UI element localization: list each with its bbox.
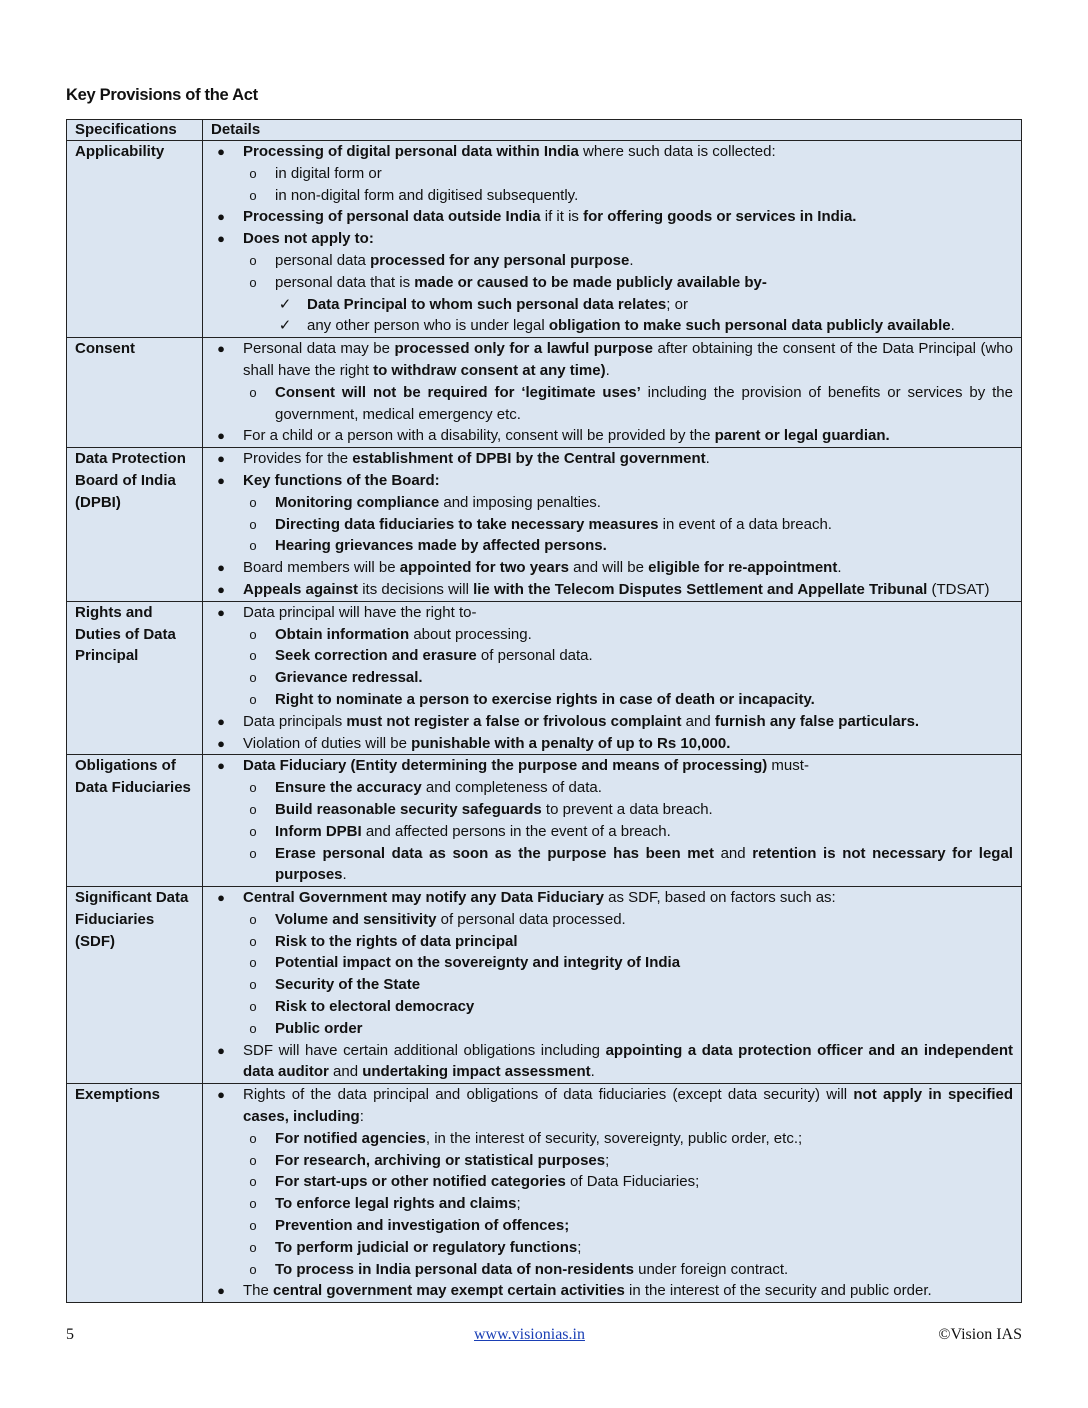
text: and completeness of data. [421, 779, 602, 797]
text: ; [577, 1238, 582, 1256]
bold-text: Public order [275, 1019, 363, 1037]
text: if it is [540, 208, 584, 226]
bold-text: furnish any false particulars. [714, 712, 920, 730]
bullet-icon: ● [217, 890, 225, 906]
table-row [67, 141, 1022, 338]
circle-bullet-icon: o [249, 780, 257, 796]
text: and [681, 712, 715, 730]
sub-bullet-item [211, 1237, 1013, 1259]
sub-bullet-item [211, 1128, 1013, 1150]
bullet-item [211, 1084, 1013, 1128]
text: including the provision of benefits or services by the government, medical emergency etc. [275, 383, 1013, 423]
bullet-item [211, 425, 1013, 447]
header-specifications: Specifications [67, 120, 203, 141]
spec-cell: Exemptions [67, 1084, 203, 1303]
text: where such data is collected: [578, 143, 776, 160]
text: Data principal will have the right to- [243, 603, 477, 621]
circle-bullet-icon: o [249, 977, 257, 993]
text: and affected persons in the event of a breach. [361, 822, 671, 840]
text: : [359, 1108, 364, 1126]
bullet-icon: ● [217, 560, 225, 576]
bold-text: central government may exempt certain activities [273, 1282, 625, 1300]
table-body [67, 141, 1022, 1303]
bold-text: to withdraw consent at any time) [373, 361, 606, 379]
bold-text: Build reasonable security safeguards [275, 800, 542, 818]
sub-bullet-item [211, 1150, 1013, 1172]
copyright-text: ©Vision IAS [938, 1326, 1022, 1343]
sub-bullet-item [211, 974, 1013, 996]
sub-bullet-item [211, 1193, 1013, 1215]
bold-text: To perform judicial or regulatory functions [275, 1238, 578, 1256]
sub-bullet-item [211, 821, 1013, 843]
bold-text: Does not apply to: [243, 230, 374, 248]
details-cell [203, 338, 1022, 448]
text: Provides for the [243, 450, 353, 468]
circle-bullet-icon: o [249, 1020, 257, 1036]
text: in the interest of the security and public order. [624, 1282, 932, 1300]
details-cell [203, 141, 1022, 338]
text: of Data Fiduciaries; [565, 1173, 700, 1191]
circle-bullet-icon: o [249, 691, 257, 707]
bullet-item [211, 1040, 1013, 1084]
bold-text: establishment of DPBI by the Central government [352, 450, 706, 468]
circle-bullet-icon: o [249, 516, 257, 532]
bold-text: Data Principal to whom such personal data relates [307, 295, 667, 313]
circle-bullet-icon: o [249, 538, 257, 554]
bold-text: Right to nominate a person to exercise rights in case of death or incapacity. [275, 690, 815, 708]
sub-bullet-item [211, 624, 1013, 646]
sub-bullet-item [211, 799, 1013, 821]
details-cell [203, 601, 1022, 755]
bold-text: Directing data fiduciaries to take necessary measures [275, 515, 659, 533]
text: and imposing penalties. [439, 493, 601, 511]
circle-bullet-icon: o [249, 1196, 257, 1212]
sub-bullet-item [211, 909, 1013, 931]
bullet-icon: ● [217, 428, 225, 444]
bold-text: parent or legal guardian. [714, 427, 890, 445]
details-cell [203, 1084, 1022, 1303]
bullet-item [211, 887, 1013, 909]
text: as SDF, based on factors such as: [603, 889, 836, 907]
sub-bullet-item [211, 514, 1013, 536]
spec-cell: Obligations of Data Fiduciaries [67, 755, 203, 887]
text: . [605, 361, 610, 379]
check-item [211, 294, 1013, 316]
bold-text: Processing of personal data outside India [243, 208, 541, 226]
bold-text: punishable with a penalty of up to Rs 10,000. [411, 734, 731, 752]
sub-bullet-item [211, 667, 1013, 689]
page-number: 5 [66, 1326, 74, 1343]
details-cell [203, 755, 1022, 887]
circle-bullet-icon: o [249, 274, 257, 290]
text: and [713, 844, 753, 862]
details-cell [203, 887, 1022, 1084]
details-cell [203, 448, 1022, 602]
text: and will be [568, 559, 649, 577]
text: any other person who is under legal [307, 317, 549, 335]
bold-text: For start-ups or other notified categories [275, 1173, 566, 1191]
bold-text: Volume and sensitivity [275, 910, 437, 928]
text: For a child or a person with a disability, consent will be provided by the [243, 427, 715, 445]
bold-text: processed for any personal purpose [370, 251, 630, 269]
circle-bullet-icon: o [249, 626, 257, 642]
sub-bullet-item [211, 952, 1013, 974]
bold-text: Consent will not be required for ‘legitimate uses’ [275, 383, 641, 401]
text: . [590, 1063, 595, 1081]
bold-text: not apply in specified cases, including [243, 1086, 1013, 1126]
bullet-item [211, 711, 1013, 733]
bullet-icon: ● [217, 1087, 225, 1103]
text: of personal data. [476, 647, 593, 665]
bold-text: appointing a data protection officer and an independent data auditor [243, 1041, 1013, 1081]
text: personal data [275, 251, 371, 269]
sub-bullet-item [211, 185, 1013, 207]
bold-text: Ensure the accuracy [275, 779, 422, 797]
text: in non-digital form and digitised subsequently. [275, 186, 579, 204]
circle-bullet-icon: o [249, 955, 257, 971]
section-heading: Key Provisions of the Act [66, 86, 258, 104]
bold-text: Data Fiduciary (Entity determining the purpose and means of processing) [243, 757, 768, 775]
bullet-item [211, 579, 1013, 601]
spec-cell: Applicability [67, 141, 203, 338]
text: in digital form or [275, 164, 382, 182]
sub-bullet-item [211, 163, 1013, 185]
bullet-icon: ● [217, 1042, 225, 1058]
text: ; [605, 1151, 610, 1169]
bullet-icon: ● [217, 581, 225, 597]
table-row [67, 448, 1022, 602]
text: (TDSAT) [927, 580, 990, 598]
table-row [67, 887, 1022, 1084]
text: . [950, 317, 955, 335]
spec-cell: Rights and Duties of Data Principal [67, 601, 203, 755]
table-row [67, 601, 1022, 755]
circle-bullet-icon: o [249, 1218, 257, 1234]
website-link[interactable]: www.visionias.in [474, 1326, 585, 1343]
bullet-icon: ● [217, 604, 225, 620]
bold-text: undertaking impact assessment [362, 1063, 591, 1081]
bold-text: Inform DPBI [275, 822, 362, 840]
bold-text: Risk to electoral democracy [275, 998, 475, 1016]
bold-text: Processing of digital personal data within India [243, 143, 579, 160]
bold-text: Appeals against [243, 580, 359, 598]
bold-text: retention is not necessary for legal purposes [275, 844, 1013, 884]
header-details: Details [203, 120, 1022, 141]
bold-text: For notified agencies [275, 1129, 426, 1147]
bold-text: Prevention and investigation of offences; [275, 1217, 570, 1235]
text: of personal data processed. [436, 910, 626, 928]
bold-text: Central Government may notify any Data Fiduciary [243, 889, 604, 907]
bold-text: obligation to make such personal data publicly available [548, 317, 951, 335]
table-row [67, 755, 1022, 887]
bold-text: appointed for two years [399, 559, 569, 577]
text: Board members will be [243, 559, 400, 577]
circle-bullet-icon: o [249, 187, 257, 203]
bullet-icon: ● [217, 231, 225, 247]
bullet-icon: ● [217, 209, 225, 225]
bullet-item [211, 206, 1013, 228]
sub-bullet-item [211, 250, 1013, 272]
circle-bullet-icon: o [249, 823, 257, 839]
circle-bullet-icon: o [249, 1174, 257, 1190]
spec-cell: Significant Data Fiduciaries (SDF) [67, 887, 203, 1084]
bullet-item [211, 1280, 1013, 1302]
bold-text: lie with the Telecom Disputes Settlement and Appellate Tribunal [473, 580, 928, 598]
bold-text: Monitoring compliance [275, 493, 440, 511]
sub-bullet-item [211, 272, 1013, 294]
bold-text: Key functions of the Board: [243, 471, 440, 489]
bullet-item [211, 602, 1013, 624]
circle-bullet-icon: o [249, 648, 257, 664]
bullet-icon: ● [217, 1283, 225, 1299]
bold-text: Grievance redressal. [275, 669, 423, 687]
bold-text: Security of the State [275, 976, 421, 994]
text: must- [767, 757, 809, 775]
sub-bullet-item [211, 382, 1013, 426]
bold-text: for offering goods or services in India. [583, 208, 857, 226]
bold-text: made or caused to be made publicly available by- [414, 273, 767, 291]
sub-bullet-item [211, 931, 1013, 953]
check-item [211, 315, 1013, 337]
text: to prevent a data breach. [541, 800, 713, 818]
sub-bullet-item [211, 689, 1013, 711]
bullet-item [211, 557, 1013, 579]
table-row [67, 1084, 1022, 1303]
bold-text: To enforce legal rights and claims [275, 1195, 517, 1213]
text: after obtaining the consent of the Data Principal (who shall have the right [243, 340, 1013, 379]
bullet-item [211, 228, 1013, 250]
bullet-item [211, 755, 1013, 777]
text: ; or [666, 295, 688, 313]
text: in event of a data breach. [658, 515, 832, 533]
text: Personal data may be [243, 340, 395, 358]
bold-text: Potential impact on the sovereignty and integrity of India [275, 954, 681, 972]
table-row [67, 338, 1022, 448]
provisions-table [66, 119, 1022, 1303]
text: , in the interest of security, sovereignty, public order, etc.; [425, 1129, 803, 1147]
sub-bullet-item [211, 645, 1013, 667]
circle-bullet-icon: o [249, 670, 257, 686]
sub-bullet-item [211, 996, 1013, 1018]
bullet-icon: ● [217, 758, 225, 774]
text: personal data that is [275, 273, 415, 291]
sub-bullet-item [211, 1171, 1013, 1193]
checkmark-icon: ✓ [278, 317, 292, 335]
spec-cell: Consent [67, 338, 203, 448]
text: under foreign contract. [633, 1260, 789, 1278]
bullet-item [211, 141, 1013, 163]
circle-bullet-icon: o [249, 933, 257, 949]
text: Violation of duties will be [243, 734, 412, 752]
bold-text: Hearing grievances made by affected persons. [275, 537, 607, 555]
text: and [328, 1063, 363, 1081]
sub-bullet-item [211, 777, 1013, 799]
circle-bullet-icon: o [249, 999, 257, 1015]
bullet-item [211, 470, 1013, 492]
text: Data principals [243, 712, 347, 730]
text: its decisions will [358, 580, 474, 598]
text: . [705, 450, 710, 468]
text: SDF will have certain additional obligations including [243, 1041, 606, 1059]
bold-text: eligible for re-appointment [648, 559, 838, 577]
sub-bullet-item [211, 492, 1013, 514]
bullet-item [211, 448, 1013, 470]
bold-text: For research, archiving or statistical purposes [275, 1151, 606, 1169]
circle-bullet-icon: o [249, 1130, 257, 1146]
bullet-icon: ● [217, 451, 225, 467]
circle-bullet-icon: o [249, 384, 257, 400]
bullet-icon: ● [217, 472, 225, 488]
circle-bullet-icon: o [249, 845, 257, 861]
bold-text: Obtain information [275, 625, 410, 643]
bullet-item [211, 338, 1013, 382]
text: The [243, 1282, 274, 1300]
bullet-icon: ● [217, 144, 225, 159]
circle-bullet-icon: o [249, 1261, 257, 1277]
spec-cell: Data Protection Board of India (DPBI) [67, 448, 203, 602]
bold-text: To process in India personal data of non-residents [275, 1260, 634, 1278]
sub-bullet-item [211, 843, 1013, 887]
bullet-item [211, 733, 1013, 755]
sub-bullet-item [211, 1259, 1013, 1281]
bullet-icon: ● [217, 713, 225, 729]
text: Rights of the data principal and obligations of data fiduciaries (except data security) will [243, 1086, 854, 1104]
bullet-icon: ● [217, 341, 225, 357]
circle-bullet-icon: o [249, 911, 257, 927]
bold-text: Seek correction and erasure [275, 647, 477, 665]
circle-bullet-icon: o [249, 165, 257, 181]
circle-bullet-icon: o [249, 494, 257, 510]
bold-text: Risk to the rights of data principal [275, 932, 518, 950]
sub-bullet-item [211, 1215, 1013, 1237]
circle-bullet-icon: o [249, 1152, 257, 1168]
circle-bullet-icon: o [249, 252, 257, 268]
bullet-icon: ● [217, 735, 225, 751]
checkmark-icon: ✓ [278, 295, 292, 313]
bold-text: Erase personal data as soon as the purpose has been met [275, 844, 714, 862]
circle-bullet-icon: o [249, 1239, 257, 1255]
text: . [629, 251, 634, 269]
sub-bullet-item [211, 535, 1013, 557]
circle-bullet-icon: o [249, 801, 257, 817]
text: . [342, 866, 347, 884]
bold-text: processed only for a lawful purpose [394, 340, 653, 358]
text: about processing. [409, 625, 532, 643]
bold-text: must not register a false or frivolous complaint [346, 712, 682, 730]
text: . [837, 559, 842, 577]
table-header-row [67, 120, 1022, 141]
sub-bullet-item [211, 1018, 1013, 1040]
text: ; [516, 1195, 521, 1213]
